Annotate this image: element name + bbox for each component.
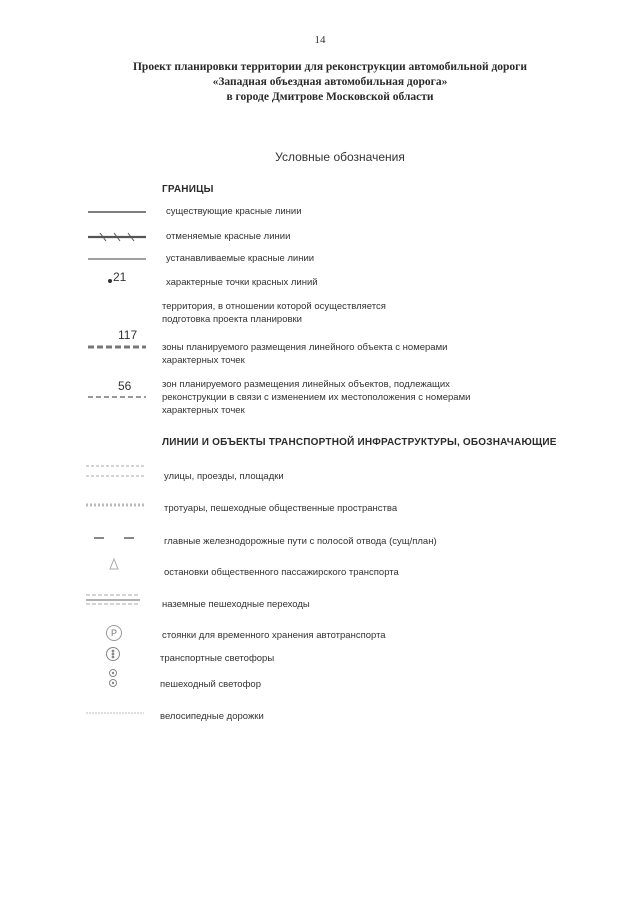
legend-item-pedestrian-light: пешеходный светофор <box>160 679 261 690</box>
characteristic-point-number: 21 <box>113 270 127 284</box>
characteristic-point-symbol <box>108 268 126 286</box>
legend-item-streets: улицы, проезды, площадки <box>164 471 284 482</box>
title-line-1: Проект планировки территории для реконструкции автомобильной дороги <box>132 61 528 73</box>
legend-item-parking: стоянки для временного хранения автотранспорта <box>162 630 386 641</box>
pedestrian-light-icon <box>107 668 119 690</box>
sidewalks-symbol <box>84 501 146 509</box>
zones-relocation-symbol <box>86 393 148 401</box>
territory-line-2: подготовка проекта планировки <box>162 314 302 325</box>
legend-item-characteristic-points: характерные точки красных линий <box>166 277 318 288</box>
zones-linear-number: 117 <box>118 328 138 342</box>
streets-symbol <box>84 462 146 480</box>
zones-linear-line-2: характерных точек <box>162 355 245 366</box>
legend-item-railways: главные железнодорожные пути с полосой отвода (сущ/план) <box>164 536 437 547</box>
legend-item-bike-paths: велосипедные дорожки <box>160 711 264 722</box>
legend-item-sidewalks: тротуары, пешеходные общественные пространства <box>164 503 398 514</box>
legend-item-territory <box>162 300 386 326</box>
zones-linear-line-1: зоны планируемого размещения линейного объекта с номерами <box>162 342 448 353</box>
territory-line-1: территория, в отношении которой осуществляется <box>162 301 386 312</box>
page-number: 14 <box>314 34 326 46</box>
crossing-symbol <box>84 592 146 606</box>
legend-item-crossings: наземные пешеходные переходы <box>162 599 310 610</box>
title-line-3: в городе Дмитрове Московской области <box>226 91 434 103</box>
bus-stop-icon <box>108 558 120 572</box>
legend-item-zones-relocation <box>162 378 470 417</box>
railways-symbol <box>84 534 146 542</box>
parking-icon: P <box>106 625 122 641</box>
title-line-2: «Западная объездная автомобильная дорога» <box>212 76 448 88</box>
traffic-light-icon <box>105 646 121 662</box>
zones-relocation-line-2: реконструкции в связи с изменением их местоположения с номерами <box>162 392 471 403</box>
existing-red-line-symbol <box>86 208 148 216</box>
zones-relocation-line-1: зон планируемого размещения линейных объектов, подлежащих <box>162 379 450 390</box>
zones-linear-symbol <box>86 343 148 351</box>
bike-path-symbol <box>84 709 146 717</box>
legend-heading: Условные обозначения <box>275 150 405 164</box>
legend-item-traffic-lights: транспортные светофоры <box>160 653 275 664</box>
legend-item-zones-linear <box>162 341 447 367</box>
zones-relocation-number: 56 <box>118 379 132 393</box>
zones-relocation-line-3: характерных точек <box>162 405 245 416</box>
established-red-line-symbol <box>86 255 148 263</box>
legend-item-bus-stops: остановки общественного пассажирского транспорта <box>164 567 399 578</box>
legend-item-existing-red-lines: существующие красные линии <box>166 206 302 217</box>
cancelled-red-line-symbol <box>86 232 148 242</box>
section-heading-boundaries: ГРАНИЦЫ <box>162 184 214 195</box>
legend-item-established-red-lines: устанавливаемые красные линии <box>166 253 315 264</box>
document-title <box>80 60 580 105</box>
section-heading-transport: ЛИНИИ И ОБЪЕКТЫ ТРАНСПОРТНОЙ ИНФРАСТРУКТУРЫ, ОБОЗНАЧАЮЩИЕ <box>162 437 557 448</box>
legend-item-cancelled-red-lines: отменяемые красные линии <box>166 231 291 242</box>
